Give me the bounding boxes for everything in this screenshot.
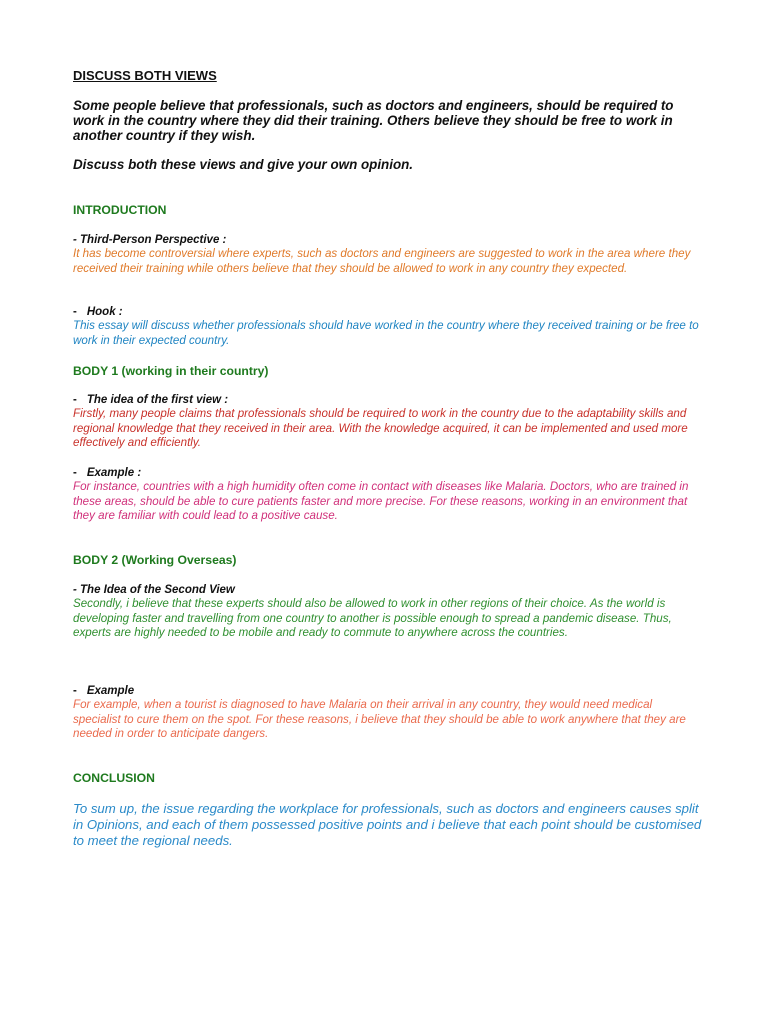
body2-heading: BODY 2 (Working Overseas) [73, 553, 237, 567]
body1-example-heading [73, 466, 703, 480]
conclusion-heading: CONCLUSION [73, 771, 155, 785]
essay-prompt: Some people believe that professionals, such as doctors and engineers, should be required to work in the country where they did their training. Others believe they should be free to work in another country if they wish. [73, 98, 674, 143]
body2-example-block [73, 684, 703, 742]
body1-example-text: For instance, countries with a high humidity often come in contact with diseases like Malaria. Doctors, who are trained in these areas, should be able to cure patients faster and more precise. For these reasons, working in an environment that they are familiar with could lead to a positive cause. [73, 480, 689, 523]
body2-heading-block [73, 553, 703, 568]
body1-heading-block [73, 364, 703, 379]
body2-idea-label: - The Idea of the Second View [73, 584, 235, 596]
body1-example-label: Example : [86, 467, 142, 479]
essay-instruction: Discuss both these views and give your own opinion. [73, 157, 414, 172]
conclusion-text: To sum up, the issue regarding the workplace for professionals, such as doctors and engineers causes split in Opinions, and each of them possessed positive points and i believe that each point should be customised to meet the regional needs. [73, 801, 702, 848]
instruction-block [73, 157, 703, 172]
perspective-block [73, 233, 703, 276]
body2-idea-block [73, 583, 703, 641]
body1-idea-block [73, 393, 703, 451]
introduction-heading: INTRODUCTION [73, 203, 167, 217]
body1-idea-dash: - [73, 394, 77, 406]
body2-idea-text: Secondly, i believe that these experts should also be allowed to work in other regions of their choice. As the world is developing faster and travelling from one country to another is possible enough to spread a pandemic disease. Thus, experts are highly needed to be mobile and ready to commute to anywhere across the countries. [73, 597, 672, 640]
conclusion-heading-block [73, 771, 703, 786]
hook-heading [73, 305, 703, 319]
body1-heading: BODY 1 (working in their country) [73, 364, 269, 378]
body1-example-block [73, 466, 703, 524]
body2-example-dash: - [73, 685, 77, 697]
hook-text: This essay will discuss whether professionals should have worked in the country where they received training or be free to work in their expected country. [73, 319, 699, 347]
perspective-label: - Third-Person Perspective : [73, 234, 227, 246]
introduction-heading-block [73, 203, 703, 218]
body1-idea-label: The idea of the first view : [86, 394, 229, 406]
hook-block [73, 305, 703, 348]
body2-example-heading [73, 684, 703, 698]
perspective-text: It has become controversial where experts, such as doctors and engineers are suggested to work in the area where they received their training while others believe that they should be allowed to work in any country they expected. [73, 247, 691, 275]
body2-example-text: For example, when a tourist is diagnosed to have Malaria on their arrival in any country, they would need medical specialist to cure them on the spot. For these reasons, i believe that they should be able to work anywhere that they are needed in order to anticipate dangers. [73, 698, 686, 741]
body1-idea-text: Firstly, many people claims that professionals should be required to work in the country due to the adaptability skills and regional knowledge that they received in their area. With the knowledge acquired, it can be implemented and used more effectively and efficiently. [73, 407, 688, 450]
body1-idea-heading [73, 393, 703, 407]
hook-label: Hook : [86, 306, 123, 318]
title-block [73, 68, 703, 84]
body1-example-dash: - [73, 467, 77, 479]
document-title: DISCUSS BOTH VIEWS [73, 68, 217, 83]
conclusion-block [73, 801, 703, 849]
hook-dash: - [73, 306, 77, 318]
prompt-block [73, 98, 703, 143]
body2-example-label: Example [86, 685, 135, 697]
